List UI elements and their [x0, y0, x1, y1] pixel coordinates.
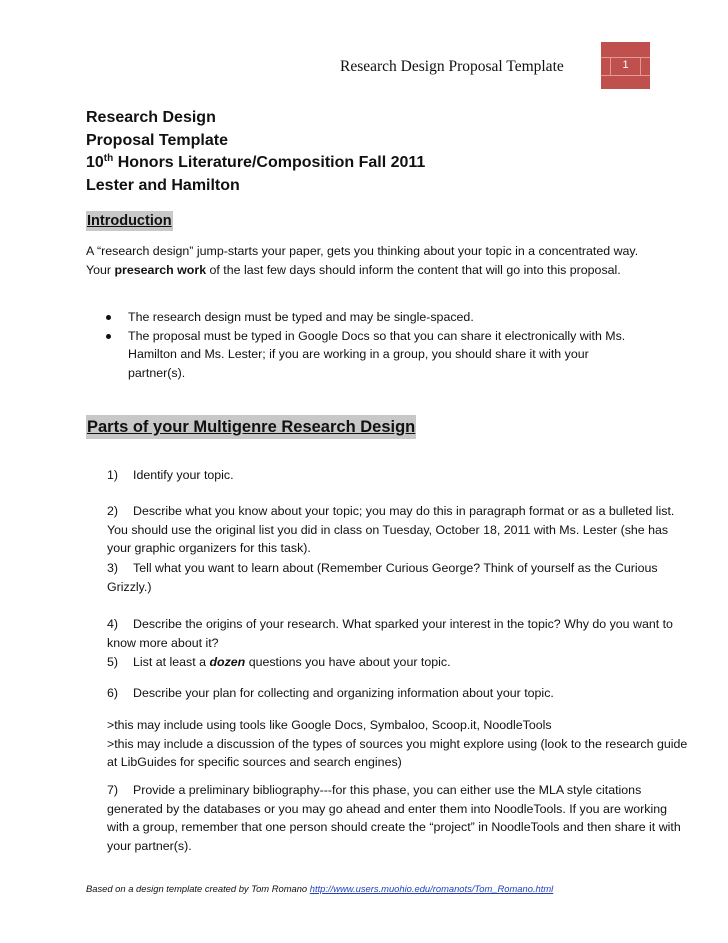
page-number-box: [601, 42, 650, 89]
step-number: 6): [107, 686, 119, 700]
step-text: Identify your topic.: [133, 468, 234, 482]
step-item-3: [107, 559, 689, 596]
step-item-1: [107, 466, 687, 485]
step-number: 2): [107, 504, 119, 518]
bullet-dot-icon: [106, 315, 111, 320]
step-item-7: [107, 781, 689, 855]
step-number: 3): [107, 561, 119, 575]
step-number: 7): [107, 783, 119, 797]
introduction-heading: Introduction: [87, 213, 172, 229]
parts-heading: Parts of your Multigenre Research Design: [86, 415, 416, 439]
title-line-1: Research Design: [86, 109, 216, 126]
step-6-note: >this may include using tools like Google Docs, Symbaloo, Scoop.it, NoodleTools: [107, 718, 552, 732]
bullet-text: The research design must be typed and may be single-spaced.: [128, 310, 474, 324]
intro-text-bold: presearch work: [114, 262, 207, 277]
document-title-block: [86, 107, 425, 197]
footer-text: Based on a design template created by Tom Romano: [86, 883, 310, 894]
step-text-after: questions you have about your topic.: [245, 655, 451, 669]
title-line-2: Proposal Template: [86, 131, 228, 149]
bullet-text: The proposal must be typed in Google Docs so that you can share it electronically with Ms. Hamilton and Ms. Lester; if you are working in a group, you should share it with your partner(s).: [128, 328, 626, 380]
step-text: Describe the origins of your research. What sparked your interest in the topic? Why do you want to know more about it?: [107, 617, 673, 650]
step-6-notes: [107, 716, 689, 772]
step-item-5: [107, 653, 687, 672]
ordinal-suffix: th: [103, 153, 114, 164]
step-item-4: [107, 615, 689, 652]
intro-text-part1: A “research design” jump-starts your paper, gets you thinking about your topic in a concentrated way. Your: [86, 244, 639, 277]
step-item-2: [107, 502, 689, 558]
introduction-paragraph: [86, 242, 666, 279]
title-line-3: [86, 152, 425, 175]
step-text-before: List at least a: [133, 655, 210, 669]
grade-number: 10: [86, 154, 104, 171]
intro-text-part2: of the last few days should inform the content that will go into this proposal.: [206, 262, 621, 277]
step-number: 1): [107, 468, 119, 482]
step-text: Describe what you know about your topic; you may do this in paragraph format or as a bulleted list. You should use the original list you did in class on Tuesday, October 18, 2011 with Ms. Lester (she has your graphic organizers for this task).: [107, 504, 675, 555]
course-name: Honors Literature/Composition Fall 2011: [113, 154, 426, 171]
page-number: 1: [622, 59, 629, 71]
running-header-title: Research Design Proposal Template: [340, 58, 564, 75]
bullet-dot-icon: [106, 334, 111, 339]
step-number: 5): [107, 655, 119, 669]
step-item-6: [107, 684, 687, 703]
introduction-bullet-list: [103, 308, 643, 382]
title-line-4: Lester and Hamilton: [86, 176, 240, 194]
footer-attribution: [86, 883, 553, 894]
step-text-emphasis: dozen: [209, 655, 246, 669]
step-number: 4): [107, 617, 119, 631]
step-text: Tell what you want to learn about (Remember Curious George? Think of yourself as the Curious Grizzly.): [107, 561, 658, 594]
bullet-item: [103, 327, 643, 383]
step-text: Provide a preliminary bibliography---for this phase, you can either use the MLA style citations generated by the databases or you may go ahead and enter them into NoodleTools. If you are working with a group, remember that one person should create the “project” in NoodleTools and then share it with your partner(s).: [107, 783, 681, 853]
step-text: Describe your plan for collecting and organizing information about your topic.: [133, 686, 554, 700]
step-6-note: >this may include a discussion of the types of sources you might explore using (look to the research guide at LibGuides for specific sources and search engines): [107, 736, 688, 769]
romano-link[interactable]: http://www.users.muohio.edu/romanots/Tom_Romano.html: [309, 883, 554, 894]
bullet-item: [103, 308, 643, 327]
